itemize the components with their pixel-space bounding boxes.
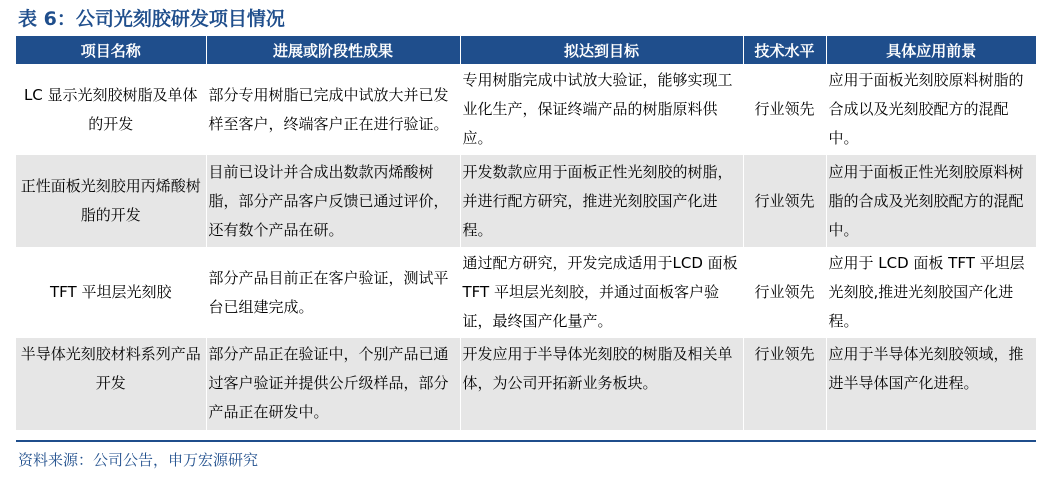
progress-cell: 部分专用树脂已完成中试放大并已发样至客户，终端客户正在进行验证。 bbox=[206, 64, 460, 155]
progress-cell: 部分产品目前正在客户验证，测试平台已组建完成。 bbox=[206, 247, 460, 338]
application-cell: 应用于面板光刻胶原料树脂的合成以及光刻胶配方的混配中。 bbox=[826, 64, 1036, 155]
table-row bbox=[16, 64, 1036, 155]
col-header-project-name: 项目名称 bbox=[16, 36, 206, 64]
col-header-tech-level: 技术水平 bbox=[743, 36, 826, 64]
tech-level-cell: 行业领先 bbox=[743, 64, 826, 155]
project-name-cell: 正性面板光刻胶用丙烯酸树脂的开发 bbox=[16, 155, 206, 247]
target-cell: 专用树脂完成中试放大验证，能够实现工业化生产，保证终端产品的树脂原料供应。 bbox=[460, 64, 743, 155]
table-row bbox=[16, 247, 1036, 338]
project-name-cell: TFT 平坦层光刻胶 bbox=[16, 247, 206, 338]
tech-level-cell: 行业领先 bbox=[743, 338, 826, 430]
project-name-cell: 半导体光刻胶材料系列产品开发 bbox=[16, 338, 206, 430]
application-cell: 应用于 LCD 面板 TFT 平坦层光刻胶,推进光刻胶国产化进程。 bbox=[826, 247, 1036, 338]
project-table bbox=[16, 36, 1036, 430]
application-cell: 应用于面板正性光刻胶原料树脂的合成及光刻胶配方的混配中。 bbox=[826, 155, 1036, 247]
progress-cell: 部分产品正在验证中，个别产品已通过客户验证并提供公斤级样品，部分产品正在研发中。 bbox=[206, 338, 460, 430]
table-title: 表 6：公司光刻胶研发项目情况 bbox=[18, 8, 285, 30]
project-name-cell: LC 显示光刻胶树脂及单体的开发 bbox=[16, 64, 206, 155]
progress-cell: 目前已设计并合成出数款丙烯酸树脂，部分产品客户反馈已通过评价，还有数个产品在研。 bbox=[206, 155, 460, 247]
col-header-application: 具体应用前景 bbox=[826, 36, 1036, 64]
col-header-target: 拟达到目标 bbox=[460, 36, 743, 64]
target-cell: 开发应用于半导体光刻胶的树脂及相关单体，为公司开拓新业务板块。 bbox=[460, 338, 743, 430]
col-header-progress: 进展或阶段性成果 bbox=[206, 36, 460, 64]
table-bottom-rule bbox=[16, 440, 1036, 442]
tech-level-cell: 行业领先 bbox=[743, 247, 826, 338]
application-cell: 应用于半导体光刻胶领域，推进半导体国产化进程。 bbox=[826, 338, 1036, 430]
tech-level-cell: 行业领先 bbox=[743, 155, 826, 247]
table-row bbox=[16, 155, 1036, 247]
target-cell: 通过配方研究，开发完成适用于LCD 面板 TFT 平坦层光刻胶，并通过面板客户验证，最终国产化量产。 bbox=[460, 247, 743, 338]
source-note: 资料来源：公司公告，申万宏源研究 bbox=[18, 451, 259, 469]
table-row bbox=[16, 338, 1036, 430]
target-cell: 开发数款应用于面板正性光刻胶的树脂，并进行配方研究，推进光刻胶国产化进程。 bbox=[460, 155, 743, 247]
table-header-row bbox=[16, 36, 1036, 64]
